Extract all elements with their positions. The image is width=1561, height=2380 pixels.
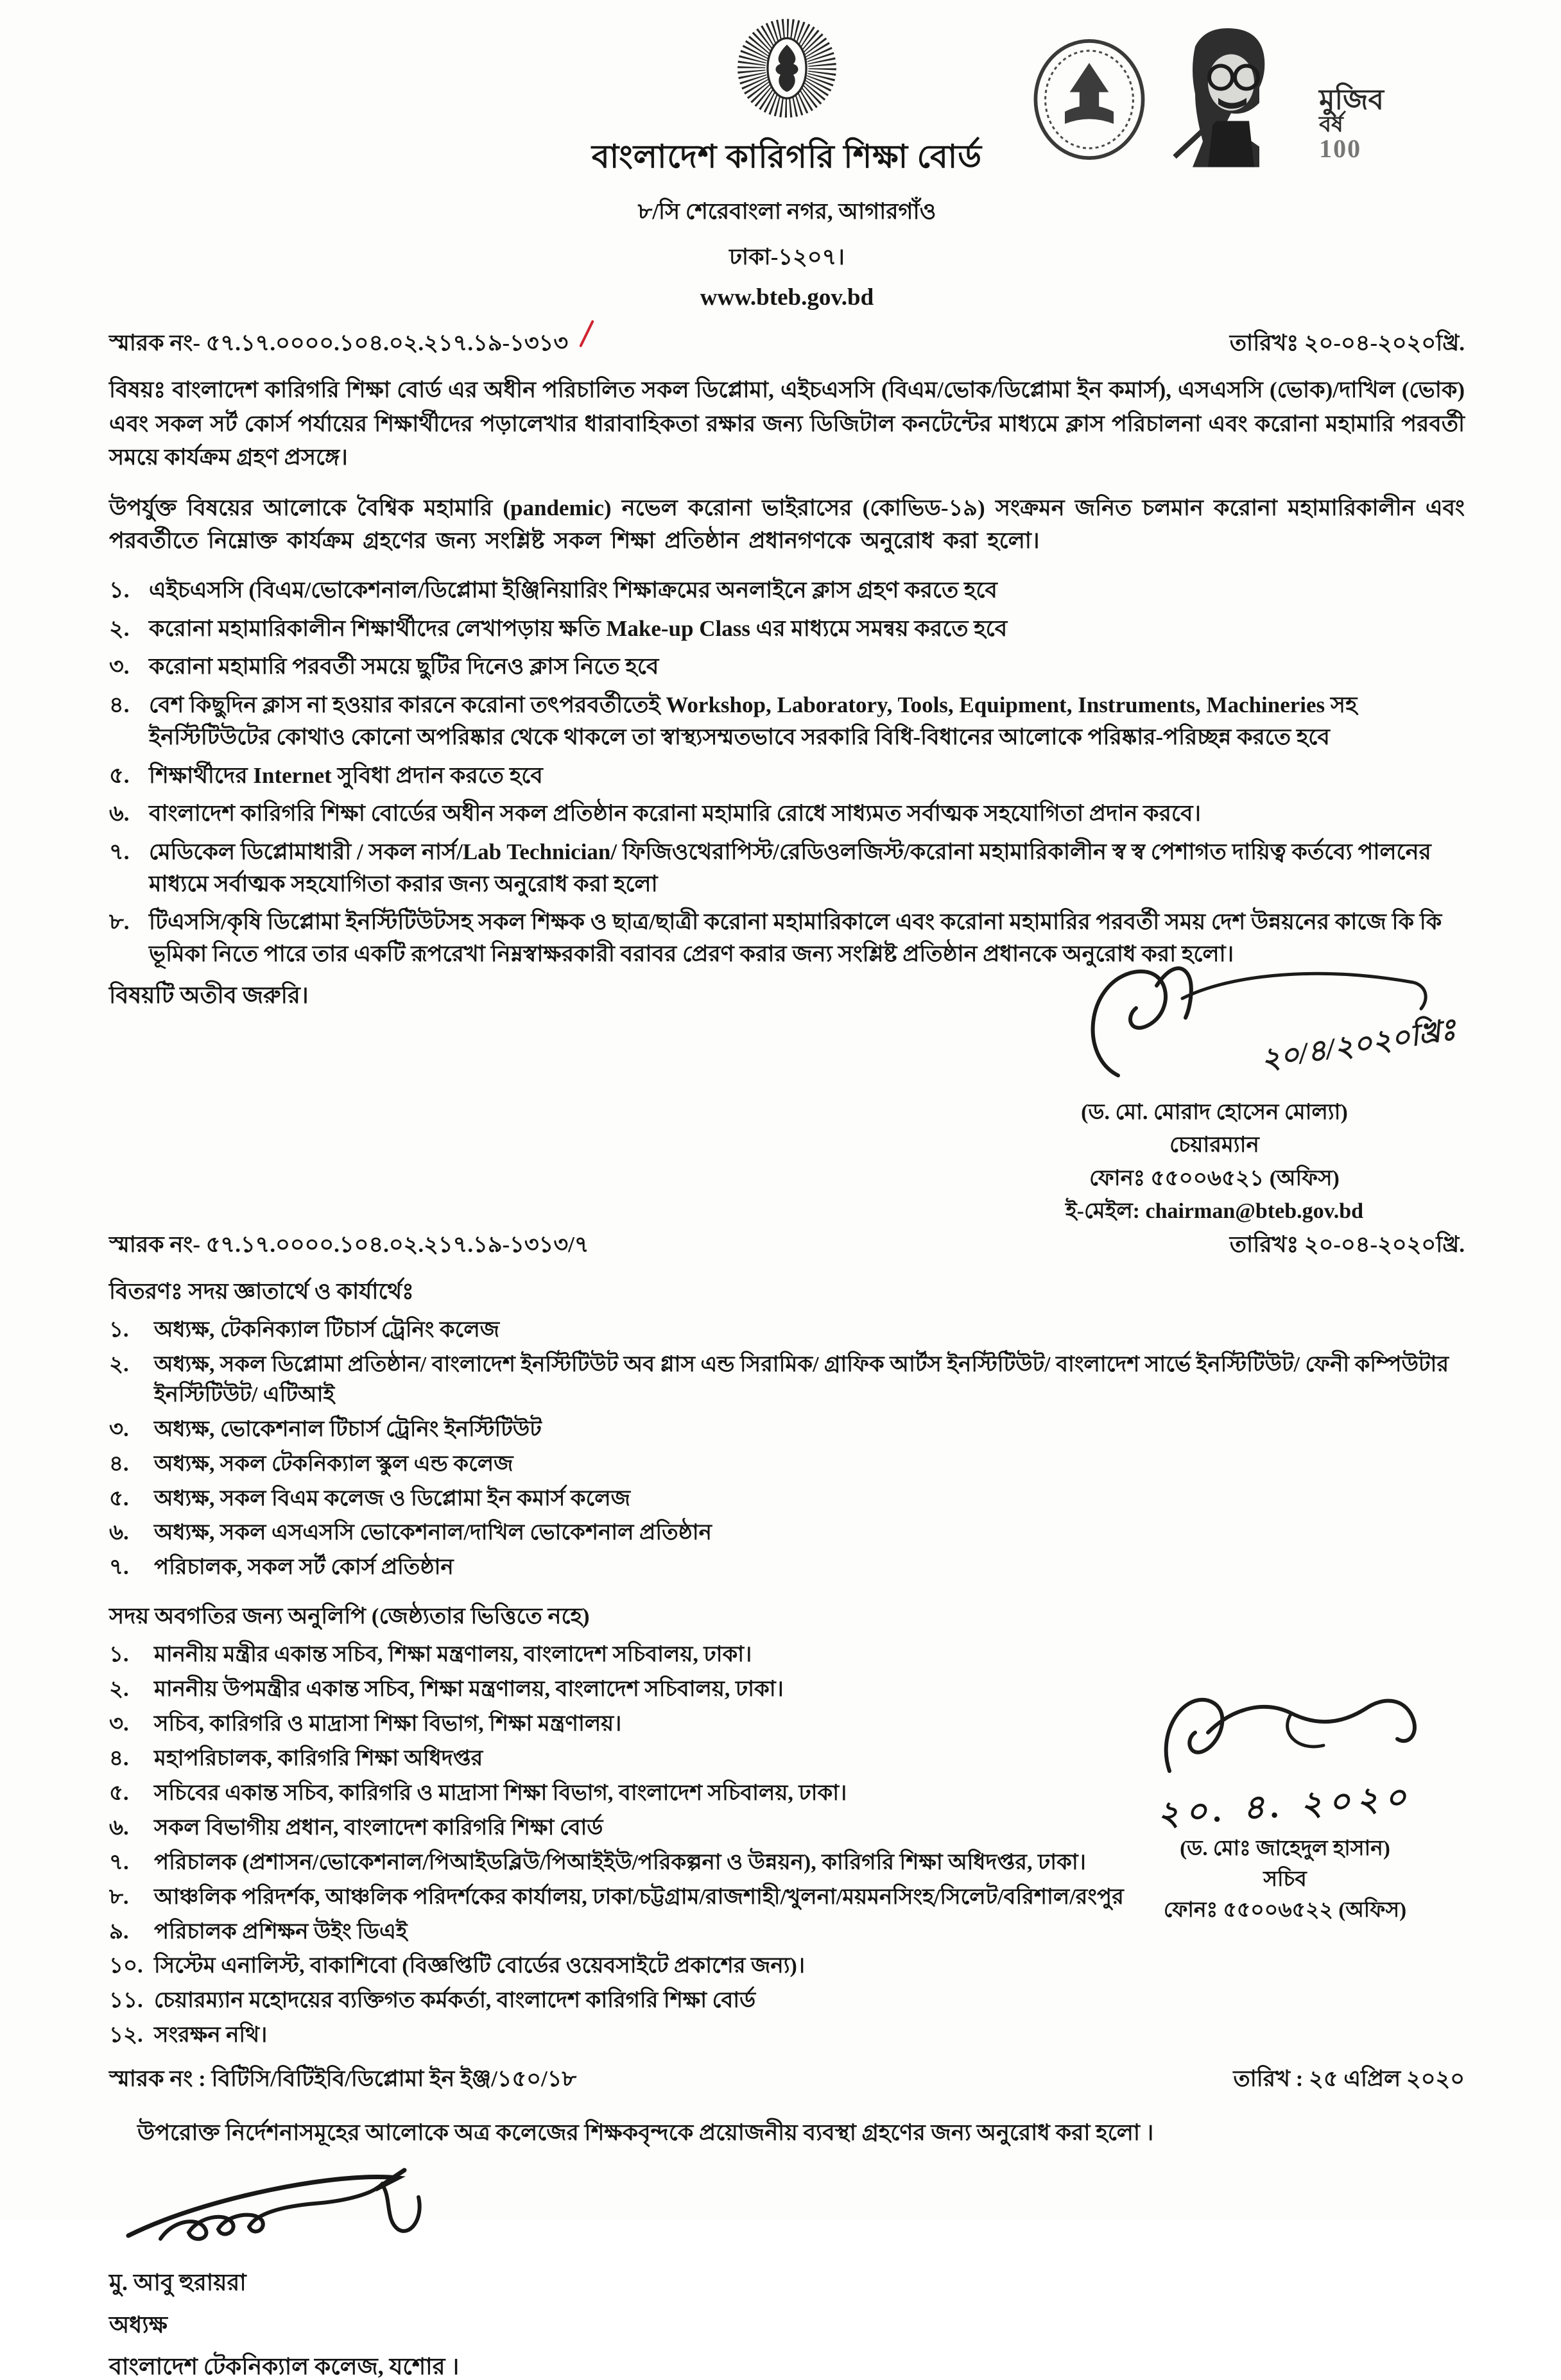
item-text: অধ্যক্ষ, সকল ডিপ্লোমা প্রতিষ্ঠান/ বাংলাদেশ ইনস্টিটিউট অব গ্লাস এন্ড সিরামিক/ গ্রাফিক আর্টস ইনস্টিটিউট/ বাংলাদেশ সার্ভে ইনস্টিটিউট/ ফেনী কম্পিউটার ইনস্টিটিউট/ এটিআই [154, 1352, 1449, 1407]
copy-item [109, 1986, 1465, 2016]
directive-item [109, 651, 1465, 683]
directive-item [109, 613, 1465, 645]
item-text: পরিচালক, সকল সর্ট কোর্স প্রতিষ্ঠান [154, 1555, 454, 1580]
mujib-text-line3: 100 [1319, 134, 1362, 163]
directive-number: ৭. [109, 839, 130, 864]
directive-number: ১. [109, 578, 130, 603]
directive-text: বাংলাদেশ কারিগরি শিক্ষা বোর্ডের অধীন সকল প্রতিষ্ঠান করোনা মহামারি রোধে সাধ্যমত সর্বাত্মক সহযোগিতা প্রদান করবে। [149, 801, 1201, 826]
item-number: ১১. [109, 1989, 143, 2013]
item-text: অধ্যক্ষ, ভোকেশনাল টিচার্স ট্রেনিং ইনস্টিটিউট [154, 1417, 542, 1441]
directive-number: ২. [109, 615, 130, 641]
item-number: ৪. [109, 1451, 129, 1476]
memo-row-3 [109, 2061, 1465, 2099]
chairman-phone: ফোনঃ ৫৫০০৬৫২১ (অফিস) [1089, 1166, 1340, 1190]
subject-line: বিষয়ঃ বাংলাদেশ কারিগরি শিক্ষা বোর্ড এর অধীন পরিচালিত সকল ডিপ্লোমা, এইচএসসি (বিএম/ভোক/ডিপ্লোমা ইন কমার্স), এসএসসি (ভোক)/দাখিল (ভোক) এবং সকল সর্ট কোর্স পর্যায়ের শিক্ষার্থীদের পড়ালেখার ধারাবাহিকতা রক্ষার জন্য ডিজিটাল কনটেন্টের মাধ্যমে ক্লাস পরিচালনা এবং করোনা মহামারি পরবর্তী সময়ে কার্যক্রম গ্রহণ প্রসঙ্গে। [109, 377, 1465, 470]
item-text: সচিবের একান্ত সচিব, কারিগরি ও মাদ্রাসা শিক্ষা বিভাগ, বাংলাদেশ সচিবালয়, ঢাকা। [154, 1781, 847, 1805]
directive-text: মেডিকেল ডিপ্লোমাধারী / সকল নার্স/Lab Technician/ ফিজিওথেরাপিস্ট/রেডিওলজিস্ট/করোনা মহামারিকালীন স্ব স্ব পেশাগত দায়িত্ব কর্তব্যে পালনের মাধ্যমে সর্বাত্মক সহযোগিতা করার জন্য অনুরোধ করা হলো [149, 839, 1431, 896]
distribution-header: বিতরণঃ সদয় জ্ঞাতার্থে ও কার্যার্থেঃ [109, 1279, 414, 1305]
secretary-handwritten-date: ২০. ৪. ২০২০ [1156, 1779, 1414, 1833]
directive-text: করোনা মহামারিকালীন শিক্ষার্থীদের লেখাপড়ায় ক্ষতি Make-up Class এর মাধ্যমে সমন্বয় করতে হবে [149, 615, 1008, 641]
directive-number: ৩. [109, 654, 130, 680]
directive-item [109, 836, 1465, 900]
memo-number-2: স্মারক নং- ৫৭.১৭.০০০০.১০৪.০২.২১৭.১৯-১৩১৩/৭ [109, 1232, 589, 1258]
item-text: মাননীয় মন্ত্রীর একান্ত সচিব, শিক্ষা মন্ত্রণালয়, বাংলাদেশ সচিবালয়, ঢাকা। [154, 1643, 752, 1667]
item-number: ১০. [109, 1954, 143, 1978]
directive-item [109, 574, 1465, 606]
intro-paragraph: উপর্যুক্ত বিষয়ের আলোকে বৈশ্বিক মহামারি (pandemic) নভেল করোনা ভাইরাসের (কোভিড-১৯) সংক্রমন জনিত চলমান করোনা মহামারিকালীন এবং পরবর্তীতে নিম্নোক্ত কার্যক্রম গ্রহণের জন্য সংশ্লিষ্ট সকল শিক্ষা প্রতিষ্ঠান প্রধানগণকে অনুরোধ করা হলো। [109, 495, 1465, 554]
memo-date-3: তারিখ : ২৫ এপ্রিল ২০২০ [1233, 2066, 1465, 2092]
item-number: ১. [109, 1643, 129, 1667]
directive-text: বেশ কিছুদিন ক্লাস না হওয়ার কারনে করোনা তৎপরবর্তীতেই Workshop, Laboratory, Tools, Equipment, Instruments, Machineries সহ ইনস্টিটিউটের কোথাও কোনো অপরিষ্কার থেকে থাকলে তা স্বাস্থ্যসম্মতভাবে সরকারি বিধি-বিধানের আলোকে পরিষ্কার-পরিচ্ছন্ন করতে হবে [149, 692, 1358, 749]
copy-item [109, 1640, 1465, 1670]
item-text: সচিব, কারিগরি ও মাদ্রাসা শিক্ষা বিভাগ, শিক্ষা মন্ত্রণালয়। [154, 1712, 622, 1736]
distribution-item [109, 1518, 1465, 1548]
memo-number-3: স্মারক নং : বিটিসি/বিটিইবি/ডিপ্লোমা ইন ইঞ্জ/১৫০/১৮ [109, 2066, 577, 2092]
memo-date-2: তারিখঃ ২০-০৪-২০২০খ্রি. [1229, 1232, 1465, 1258]
mujib-borsho-logo [1157, 23, 1388, 171]
distribution-list [109, 1315, 1465, 1583]
directive-number: ৮. [109, 909, 130, 935]
item-number: ১. [109, 1318, 129, 1342]
board-seal-icon [1028, 36, 1150, 167]
org-address-line2: ঢাকা-১২০৭। [729, 244, 845, 270]
org-address-line1: ৮/সি শেরেবাংলা নগর, আগারগাঁও [637, 199, 936, 224]
urgent-note: বিষয়টি অতীব জরুরি। [109, 982, 309, 1008]
distribution-item [109, 1415, 1465, 1445]
chairman-email: ই-মেইল: chairman@bteb.gov.bd [1065, 1199, 1364, 1224]
principal-signature-block [109, 2159, 1465, 2380]
item-text: সংরক্ষন নথি। [154, 2023, 268, 2048]
item-text: সিস্টেম এনালিস্ট, বাকাশিবো (বিজ্ঞপ্তিটি বোর্ডের ওয়েবসাইটে প্রকাশের জন্য)। [154, 1954, 806, 1978]
copy-item [109, 2021, 1465, 2051]
item-text: চেয়ারম্যান মহোদয়ের ব্যক্তিগত কর্মকর্তা, বাংলাদেশ কারিগরি শিক্ষা বোর্ড [154, 1989, 756, 2013]
item-text: অধ্যক্ষ, টেকনিক্যাল টিচার্স ট্রেনিং কলেজ [154, 1318, 500, 1342]
item-number: ৬. [109, 1815, 129, 1840]
item-number: ৬. [109, 1521, 129, 1545]
principal-signature-icon [122, 2159, 481, 2248]
chairman-title: চেয়ারম্যান [1169, 1133, 1259, 1158]
letterhead [109, 10, 1465, 311]
secretary-signature-block [1080, 1675, 1490, 1926]
item-number: ৩. [109, 1417, 129, 1441]
principal-name: মু. আবু হুরায়রা [109, 2270, 246, 2296]
directive-text: টিএসসি/কৃষি ডিপ্লোমা ইনস্টিটিউটসহ সকল শিক্ষক ও ছাত্র/ছাত্রী করোনা মহামারিকালে এবং করোনা মহামারির পরবর্তী সময় দেশ উন্নয়নের কাজে কি কি ভূমিকা নিতে পারে তার একটি রূপরেখা নিম্নস্বাক্ষরকারী বরাবর প্রেরণ করার জন্য সংশ্লিষ্ট প্রতিষ্ঠান প্রধানকে অনুরোধ করা হলো। [149, 909, 1442, 966]
red-tick-mark [579, 320, 594, 347]
directive-number: ৪. [109, 692, 130, 718]
directive-number: ৫. [109, 762, 130, 788]
org-name: বাংলাদেশ কারিগরি শিক্ষা বোর্ড [591, 139, 983, 175]
item-text: অধ্যক্ষ, সকল টেকনিক্যাল স্কুল এন্ড কলেজ [154, 1451, 513, 1476]
memo-date-1: তারিখঃ ২০-০৪-২০২০খ্রি. [1229, 330, 1465, 355]
directive-number: ৬. [109, 801, 130, 826]
item-text: পরিচালক (প্রশাসন/ভোকেশনাল/পিআইডব্লিউ/পিআইইউ/পরিকল্পনা ও উন্নয়ন), কারিগরি শিক্ষা অধিদপ্তর, ঢাকা। [154, 1850, 1086, 1874]
item-text: অধ্যক্ষ, সকল এসএসসি ভোকেশনাল/দাখিল ভোকেশনাল প্রতিষ্ঠান [154, 1521, 712, 1545]
secretary-name: (ড. মোঃ জাহেদুল হাসান) [1180, 1837, 1390, 1861]
item-number: ২. [109, 1677, 129, 1702]
org-website: www.bteb.gov.bd [700, 284, 874, 311]
directive-text: শিক্ষার্থীদের Internet সুবিধা প্রদান করতে হবে [149, 762, 543, 788]
secretary-phone: ফোনঃ ৫৫০০৬৫২২ (অফিস) [1163, 1898, 1407, 1922]
bteb-starburst-logo [733, 10, 841, 132]
item-text: অধ্যক্ষ, সকল বিএম কলেজ ও ডিপ্লোমা ইন কমার্স কলেজ [154, 1486, 630, 1511]
item-number: ৩. [109, 1712, 129, 1736]
item-number: ১২. [109, 2023, 143, 2048]
item-text: মাননীয় উপমন্ত্রীর একান্ত সচিব, শিক্ষা মন্ত্রণালয়, বাংলাদেশ সচিবালয়, ঢাকা। [154, 1677, 784, 1702]
secretary-title: সচিব [1263, 1868, 1307, 1892]
item-number: ৯. [109, 1919, 129, 1944]
memo-number-1 [109, 325, 568, 363]
item-text: সকল বিভাগীয় প্রধান, বাংলাদেশ কারিগরি শিক্ষা বোর্ড [154, 1815, 603, 1840]
closing-paragraph: উপরোক্ত নির্দেশনাসমূহের আলোকে অত্র কলেজের শিক্ষকবৃন্দকে প্রয়োজনীয় ব্যবস্থা গ্রহণের জন্য অনুরোধ করা হলো । [137, 2120, 1154, 2146]
directives-list [109, 574, 1465, 970]
mujib-text-line2: বর্ষ [1319, 113, 1343, 137]
memo-row-2 [109, 1227, 1465, 1265]
chairman-handwritten-date: ২০/৪/২০২০খ্রিঃ [1259, 1012, 1458, 1076]
item-number: ২. [109, 1352, 129, 1376]
directive-text: করোনা মহামারি পরবর্তী সময়ে ছুটির দিনেও ক্লাস নিতে হবে [149, 654, 659, 680]
chairman-signature-icon [964, 947, 1439, 1095]
chairman-name: (ড. মো. মোরাদ হোসেন মোল্যা) [1081, 1100, 1348, 1124]
directive-text: এইচএসসি (বিএম/ভোকেশনাল/ডিপ্লোমা ইঞ্জিনিয়ারিং শিক্ষাক্রমের অনলাইনে ক্লাস গ্রহণ করতে হবে [149, 578, 997, 603]
distribution-item [109, 1450, 1465, 1480]
chairman-signature-block [964, 947, 1465, 1227]
item-text: আঞ্চলিক পরিদর্শক, আঞ্চলিক পরিদর্শকের কার্যালয়, ঢাকা/চট্টগ্রাম/রাজশাহী/খুলনা/ময়মনসিংহ/সিলেট/বরিশাল/রংপুর [154, 1885, 1124, 1909]
item-text: পরিচালক প্রশিক্ষন উইং ডিএই [154, 1919, 408, 1944]
distribution-item [109, 1315, 1465, 1346]
directive-item [109, 798, 1465, 830]
item-number: ৮. [109, 1885, 129, 1909]
copies-header: সদয় অবগতির জন্য অনুলিপি (জেষ্ঠ্যতার ভিত্তিতে নহে) [109, 1604, 590, 1629]
distribution-item [109, 1484, 1465, 1514]
directive-item [109, 689, 1465, 753]
principal-org: বাংলাদেশ টেকনিক্যাল কলেজ, যশোর । [109, 2354, 460, 2380]
item-number: ৭. [109, 1555, 129, 1580]
memo-number-1-text: স্মারক নং- ৫৭.১৭.০০০০.১০৪.০২.২১৭.১৯-১৩১৩ [109, 330, 569, 355]
item-number: ৪. [109, 1747, 129, 1770]
secretary-signature-icon [1131, 1675, 1439, 1784]
mujib-borsho-text [1319, 86, 1384, 162]
mujib-text-line1: মুজিব [1319, 84, 1384, 116]
copy-item [109, 1951, 1465, 1982]
directive-item [109, 760, 1465, 792]
principal-title: অধ্যক্ষ [109, 2311, 168, 2338]
chairman-signature-area [964, 947, 1465, 1095]
item-number: ৫. [109, 1486, 129, 1511]
distribution-item [109, 1350, 1465, 1410]
distribution-item [109, 1553, 1465, 1583]
item-number: ৭. [109, 1850, 129, 1874]
item-number: ৫. [109, 1781, 129, 1805]
item-text: মহাপরিচালক, কারিগরি শিক্ষা অধিদপ্তর [154, 1747, 483, 1770]
memo-row-1 [109, 325, 1465, 363]
